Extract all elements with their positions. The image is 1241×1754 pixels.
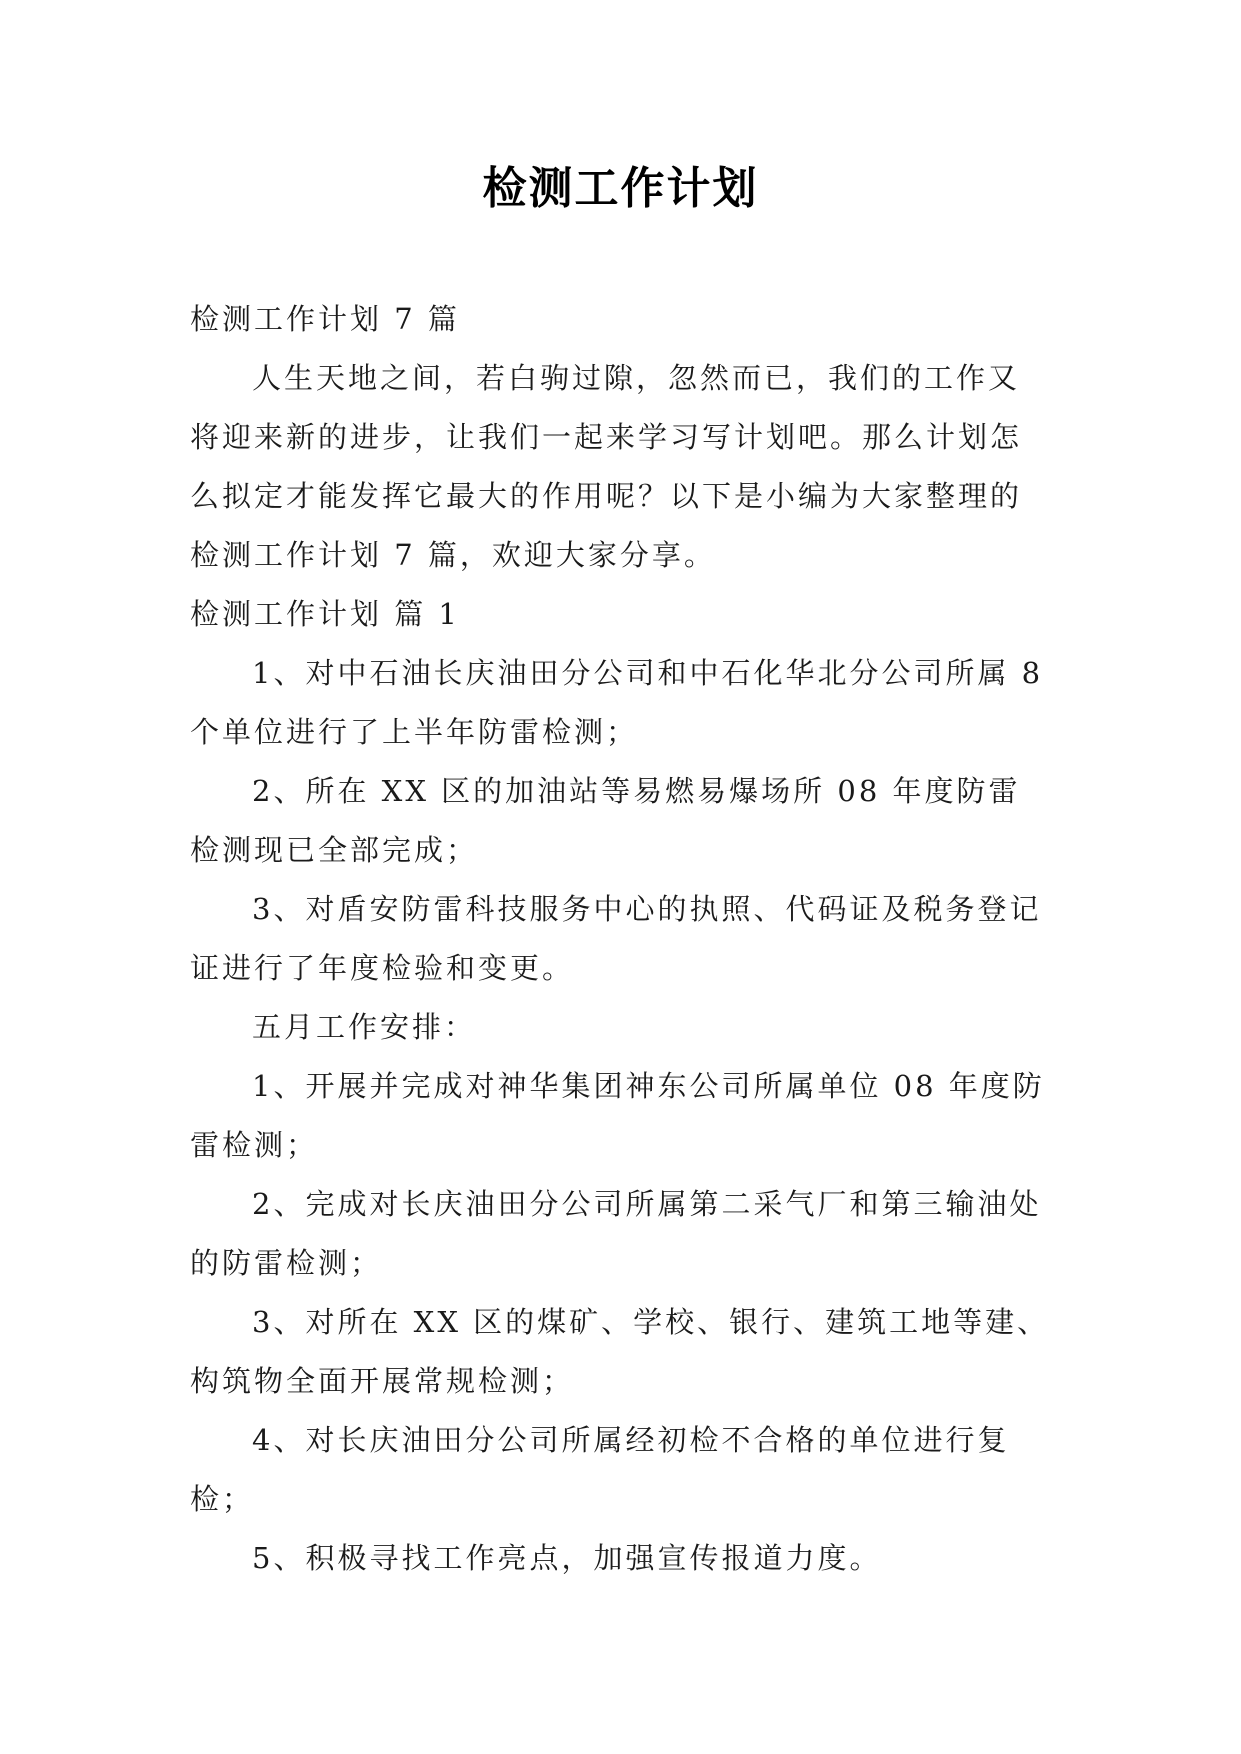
section-heading: 检测工作计划 篇 1 (190, 597, 460, 631)
may-item-2: 2、完成对长庆油田分公司所属第二采气厂和第三输油处的防雷检测； (190, 1187, 1042, 1280)
section1-item-1: 1、对中石油长庆油田分公司和中石化华北分公司所属 8 个单位进行了上半年防雷检测； (190, 656, 1044, 749)
may-item-4: 4、对长庆油田分公司所属经初检不合格的单位进行复检； (190, 1423, 1010, 1516)
intro-paragraph: 人生天地之间，若白驹过隙，忽然而已，我们的工作又将迎来新的进步，让我们一起来学习写计划吧。那么计划怎么拟定才能发挥它最大的作用呢？以下是小编为大家整理的检测工作计划 7 篇，欢迎大家分享。 (190, 361, 1023, 572)
may-item-3: 3、对所在 XX 区的煤矿、学校、银行、建筑工地等建、构筑物全面开展常规检测； (190, 1305, 1050, 1398)
may-plan-heading: 五月工作安排： (252, 1010, 477, 1044)
document-body (190, 290, 1050, 1588)
document-title: 检测工作计划 (482, 163, 759, 214)
document-subtitle: 检测工作计划 7 篇 (190, 302, 460, 336)
section1-item-2: 2、所在 XX 区的加油站等易燃易爆场所 08 年度防雷检测现已全部完成； (190, 774, 1021, 867)
may-item-1: 1、开展并完成对神华集团神东公司所属单位 08 年度防雷检测； (190, 1069, 1045, 1162)
may-item-5: 5、积极寻找工作亮点，加强宣传报道力度。 (252, 1541, 882, 1575)
section1-item-3: 3、对盾安防雷科技服务中心的执照、代码证及税务登记证进行了年度检验和变更。 (190, 892, 1042, 985)
